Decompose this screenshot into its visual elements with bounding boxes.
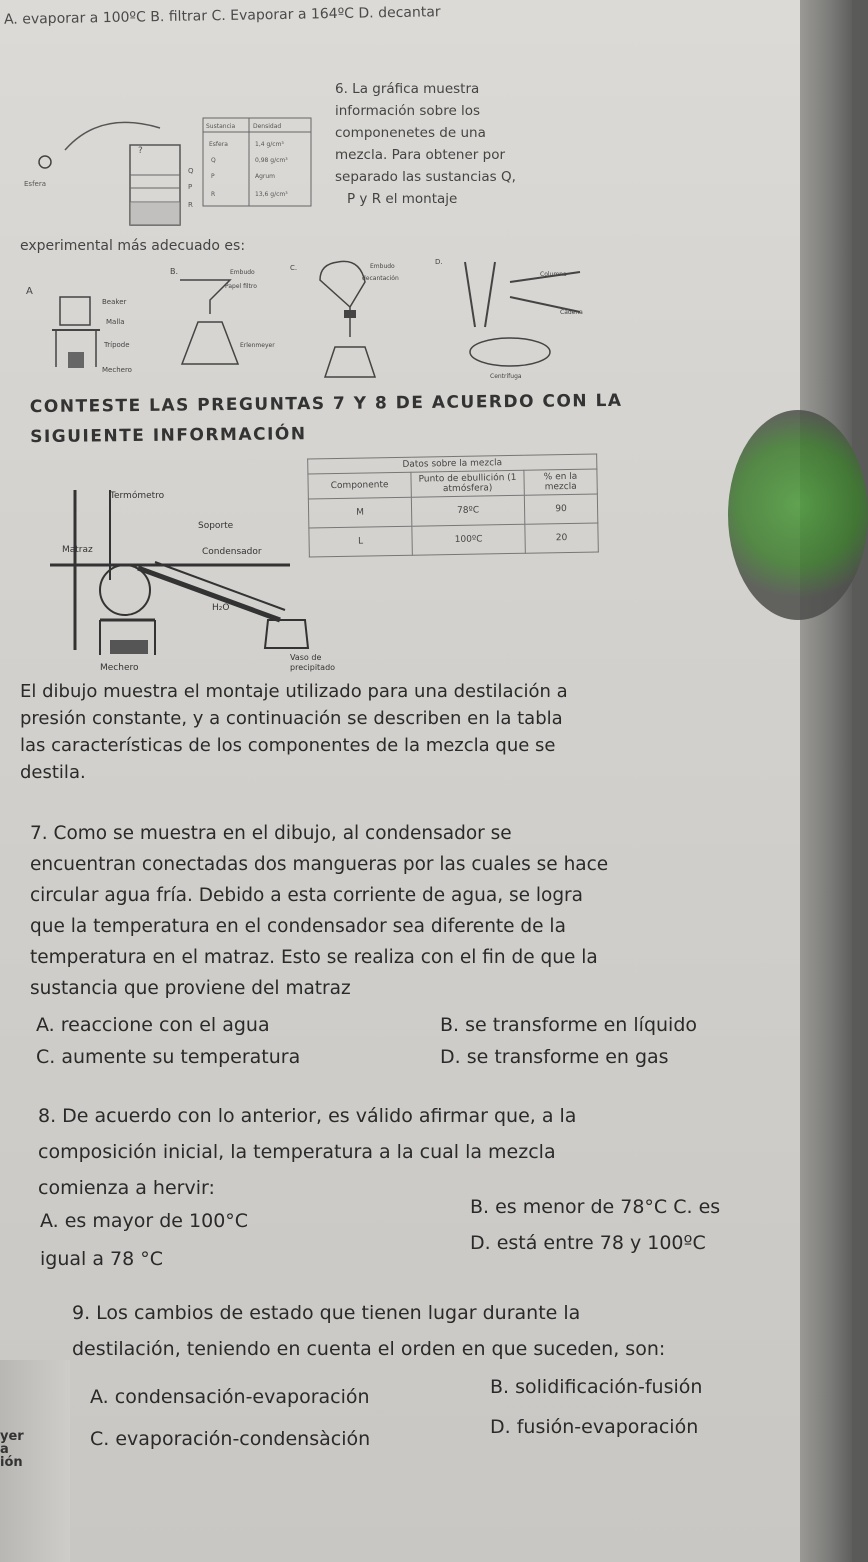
q7-option-c: C. aumente su temperatura bbox=[36, 1046, 301, 1068]
apparatus-b-label: Erlenmeyer bbox=[240, 342, 275, 349]
q6-line: experimental más adecuado es: bbox=[20, 238, 246, 254]
table-cell: M bbox=[308, 497, 411, 528]
table-header: Componente bbox=[308, 472, 411, 499]
q7-line: encuentran conectadas dos mangueras por las cuales se hace bbox=[30, 854, 609, 875]
table-cell: L bbox=[309, 526, 412, 557]
question-8 bbox=[38, 1098, 778, 1206]
q6-line: información sobre los bbox=[335, 103, 481, 119]
apparatus-d-label: Columna bbox=[540, 271, 567, 278]
density-cell: P bbox=[211, 173, 215, 180]
apparatus-b-letter: B. bbox=[170, 267, 179, 276]
q8-line: comienza a hervir: bbox=[38, 1177, 215, 1199]
margin-fragment: a bbox=[0, 1442, 9, 1457]
intro-line: destila. bbox=[20, 762, 86, 783]
q8-option-d: D. está entre 78 y 100ºC bbox=[470, 1232, 706, 1254]
section-heading-line: CONTESTE LAS PREGUNTAS 7 Y 8 DE ACUERDO CON LA bbox=[29, 390, 623, 418]
q7-line: temperatura en el matraz. Esto se realiza con el fin de que la bbox=[30, 947, 598, 968]
q9-option-a: A. condensación-evaporación bbox=[90, 1386, 370, 1408]
mechero-label: Mechero bbox=[100, 663, 139, 673]
termometro-label: Termómetro bbox=[110, 491, 165, 501]
q6-line: separado las sustancias Q, bbox=[335, 169, 516, 185]
question-mark-label: ? bbox=[138, 146, 143, 156]
separatory-figure bbox=[20, 110, 320, 230]
question-9 bbox=[72, 1295, 812, 1367]
q7-line: sustancia que proviene del matraz bbox=[30, 978, 351, 999]
q7-option-b: B. se transforme en líquido bbox=[440, 1014, 698, 1036]
density-cell: 13,6 g/cm³ bbox=[255, 191, 288, 198]
table-cell: 90 bbox=[524, 494, 597, 524]
q8-line: 8. De acuerdo con lo anterior, es válido afirmar que, a la bbox=[38, 1105, 577, 1127]
q9-line: destilación, teniendo en cuenta el orden en que suceden, son: bbox=[72, 1338, 666, 1360]
apparatus-a bbox=[26, 286, 132, 374]
table-row bbox=[309, 523, 598, 557]
density-cell: Agrum bbox=[255, 173, 276, 180]
density-header: Sustancia bbox=[206, 123, 236, 130]
q9-option-c: C. evaporación-condensàción bbox=[90, 1428, 371, 1450]
intro-line: El dibujo muestra el montaje utilizado para una destilación a bbox=[20, 681, 568, 702]
matraz-label: Matraz bbox=[62, 545, 93, 555]
r-label: R bbox=[188, 201, 193, 209]
q-label: Q bbox=[188, 167, 194, 175]
apparatus-options bbox=[20, 252, 620, 392]
apparatus-b bbox=[170, 267, 275, 364]
h2o-label: H₂O bbox=[212, 603, 230, 613]
density-cell: R bbox=[211, 191, 216, 198]
esfera-label: Esfera bbox=[24, 180, 47, 188]
vaso-label: Vaso de bbox=[290, 653, 322, 662]
q7-line: 7. Como se muestra en el dibujo, al condensador se bbox=[30, 823, 512, 844]
q6-line: 6. La gráfica muestra bbox=[335, 81, 480, 97]
q7-line: que la temperatura en el condensador sea diferente de la bbox=[30, 916, 566, 937]
mixture-data-table bbox=[307, 453, 599, 557]
density-cell: Q bbox=[211, 157, 216, 164]
q9-option-d: D. fusión-evaporación bbox=[490, 1416, 699, 1438]
q8-option-c: igual a 78 °C bbox=[40, 1248, 164, 1270]
q6-line: P y R el montaje bbox=[347, 191, 458, 207]
section-heading-line: SIGUIENTE INFORMACIÓN bbox=[30, 424, 307, 448]
green-sticker bbox=[728, 410, 868, 620]
apparatus-d-letter: D. bbox=[435, 258, 443, 266]
q6-line: componenetes de una bbox=[335, 125, 486, 141]
p-label: P bbox=[188, 183, 193, 191]
q8-option-a: A. es mayor de 100°C bbox=[40, 1210, 249, 1232]
q9-option-b: B. solidificación-fusión bbox=[490, 1376, 703, 1398]
apparatus-d-label: Centrífuga bbox=[490, 373, 522, 380]
margin-fragment: ión bbox=[0, 1455, 23, 1470]
table-cell: 100ºC bbox=[412, 524, 525, 555]
intro-paragraph bbox=[20, 678, 720, 786]
q7-option-d: D. se transforme en gas bbox=[440, 1046, 669, 1068]
table-header: % en la mezcla bbox=[524, 469, 597, 495]
table-header: Punto de ebullición (1 atmósfera) bbox=[411, 470, 524, 497]
previous-answer-options: A. evaporar a 100ºC B. filtrar C. Evaporar a 164ºC D. decantar bbox=[3, 4, 441, 28]
apparatus-d-label: Cadena bbox=[560, 309, 583, 316]
question-7 bbox=[30, 818, 770, 1004]
density-cell: 1,4 g/cm³ bbox=[255, 141, 284, 148]
density-header: Densidad bbox=[253, 123, 282, 130]
density-cell: Esfera bbox=[209, 141, 228, 148]
q8-option-b: B. es menor de 78°C C. es bbox=[470, 1196, 721, 1218]
apparatus-d bbox=[435, 258, 583, 380]
apparatus-c-label: decantación bbox=[362, 275, 399, 282]
q7-line: circular agua fría. Debido a esta corriente de agua, se logra bbox=[30, 885, 584, 906]
intro-line: presión constante, y a continuación se describen en la tabla bbox=[20, 708, 563, 729]
condensador-label: Condensador bbox=[202, 547, 262, 557]
apparatus-a-letter: A bbox=[26, 286, 33, 297]
apparatus-a-label: Trípode bbox=[104, 341, 130, 349]
q6-line: mezcla. Para obtener por bbox=[335, 147, 506, 163]
distillation-figure bbox=[40, 470, 336, 680]
question-6 bbox=[335, 78, 605, 210]
apparatus-b-label: Embudo bbox=[230, 269, 255, 276]
apparatus-a-label: Beaker bbox=[102, 298, 127, 306]
density-cell: 0,98 g/cm³ bbox=[255, 157, 288, 164]
table-title: Datos sobre la mezcla bbox=[308, 454, 597, 474]
apparatus-a-label: Malla bbox=[106, 318, 125, 326]
q7-option-a: A. reaccione con el agua bbox=[36, 1014, 270, 1036]
margin-fragment: yer bbox=[0, 1429, 24, 1444]
q9-line: 9. Los cambios de estado que tienen lugar durante la bbox=[72, 1302, 581, 1324]
apparatus-c-letter: C. bbox=[290, 264, 298, 272]
apparatus-b-label: Papel filtro bbox=[225, 283, 257, 290]
apparatus-c bbox=[290, 261, 399, 377]
margin-fragments bbox=[0, 1430, 24, 1469]
vaso-label: precipitado bbox=[290, 663, 336, 672]
apparatus-c-label: Embudo bbox=[370, 263, 395, 270]
intro-line: las características de los componentes de la mezcla que se bbox=[20, 735, 556, 756]
table-cell: 20 bbox=[525, 523, 598, 553]
soporte-label: Soporte bbox=[198, 521, 234, 531]
section-heading bbox=[30, 391, 623, 447]
table-cell: 78ºC bbox=[411, 495, 524, 526]
density-table bbox=[203, 118, 311, 206]
q8-line: composición inicial, la temperatura a la cual la mezcla bbox=[38, 1141, 556, 1163]
apparatus-a-label: Mechero bbox=[102, 366, 132, 374]
